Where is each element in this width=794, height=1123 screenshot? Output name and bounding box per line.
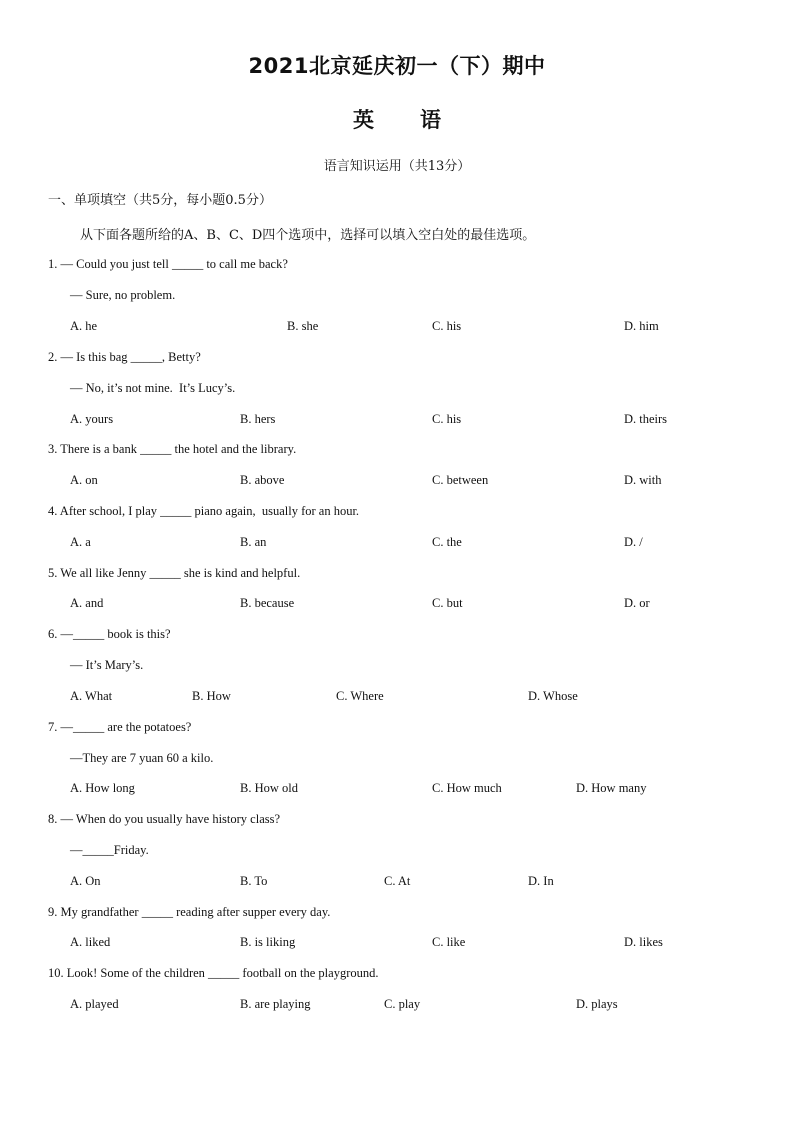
question-2-option-b[interactable]: B. hers [240,412,276,426]
question-10-stem: 10. Look! Some of the children _____ football on the playground. [48,966,379,980]
question-8-reply: —_____Friday. [70,843,149,857]
question-7-option-b[interactable]: B. How old [240,781,298,795]
question-6-option-c[interactable]: C. Where [336,689,384,703]
question-3-option-a[interactable]: A. on [70,473,98,487]
question-2-option-c[interactable]: C. his [432,412,462,426]
question-1-stem: 1. — Could you just tell _____ to call me back? [48,257,288,271]
question-10-option-c[interactable]: C. play [384,997,421,1011]
question-4-option-d[interactable]: D. / [624,535,643,549]
question-8-option-c[interactable]: C. At [384,874,411,888]
instructions: 从下面各题所给的A、B、C、D四个选项中，选择可以填入空白处的最佳选项。 [80,228,536,243]
question-4-option-a[interactable]: A. a [70,535,91,549]
question-1-option-b[interactable]: B. she [287,319,319,333]
question-2-option-a[interactable]: A. yours [70,412,114,426]
question-8-option-d[interactable]: D. In [528,874,554,888]
question-4-option-b[interactable]: B. an [240,535,267,549]
question-6-option-a[interactable]: A. What [70,689,113,703]
question-7-option-a[interactable]: A. How long [70,781,135,795]
question-4-stem: 4. After school, I play _____ piano again, usually for an hour. [48,504,360,518]
question-2-reply: — No, it’s not mine. It’s Lucy’s. [70,381,236,395]
question-7-option-d[interactable]: D. How many [576,781,647,795]
question-7-reply: —They are 7 yuan 60 a kilo. [70,751,214,765]
question-9-option-b[interactable]: B. is liking [240,935,296,949]
question-9-option-d[interactable]: D. likes [624,935,663,949]
question-1-reply: — Sure, no problem. [70,288,176,302]
question-8-option-a[interactable]: A. On [70,874,101,888]
question-9-option-c[interactable]: C. like [432,935,466,949]
question-7-option-c[interactable]: C. How much [432,781,502,795]
question-4-option-c[interactable]: C. the [432,535,462,549]
question-5-stem: 5. We all like Jenny _____ she is kind and helpful. [48,566,301,580]
question-8-option-b[interactable]: B. To [240,874,268,888]
question-10-option-b[interactable]: B. are playing [240,997,311,1011]
section-title: 语言知识运用（共13分） [323,159,471,174]
question-1-option-c[interactable]: C. his [432,319,462,333]
question-6-reply: — It’s Mary’s. [70,658,144,672]
exam-title: 2021北京延庆初一（下）期中 [248,54,546,78]
subject-title: 英语 [353,108,487,132]
question-8-stem: 8. — When do you usually have history class? [48,812,281,826]
question-5-option-a[interactable]: A. and [70,596,104,610]
question-6-option-d[interactable]: D. Whose [528,689,578,703]
question-3-option-d[interactable]: D. with [624,473,662,487]
question-5-option-d[interactable]: D. or [624,596,650,610]
question-5-option-c[interactable]: C. but [432,596,463,610]
question-6-stem: 6. —_____ book is this? [48,627,171,641]
question-6-option-b[interactable]: B. How [192,689,231,703]
question-10-option-a[interactable]: A. played [70,997,119,1011]
question-3-option-c[interactable]: C. between [432,473,489,487]
question-10-option-d[interactable]: D. plays [576,997,618,1011]
question-3-stem: 3. There is a bank _____ the hotel and the library. [48,442,297,456]
question-1-option-a[interactable]: A. he [70,319,98,333]
question-2-option-d[interactable]: D. theirs [624,412,668,426]
question-9-option-a[interactable]: A. liked [70,935,111,949]
question-9-stem: 9. My grandfather _____ reading after supper every day. [48,905,331,919]
part-heading: 一、单项填空（共5分，每小题0.5分） [48,193,272,208]
question-3-option-b[interactable]: B. above [240,473,285,487]
question-2-stem: 2. — Is this bag _____, Betty? [48,350,201,364]
question-5-option-b[interactable]: B. because [240,596,295,610]
question-1-option-d[interactable]: D. him [624,319,659,333]
question-7-stem: 7. —_____ are the potatoes? [48,720,192,734]
